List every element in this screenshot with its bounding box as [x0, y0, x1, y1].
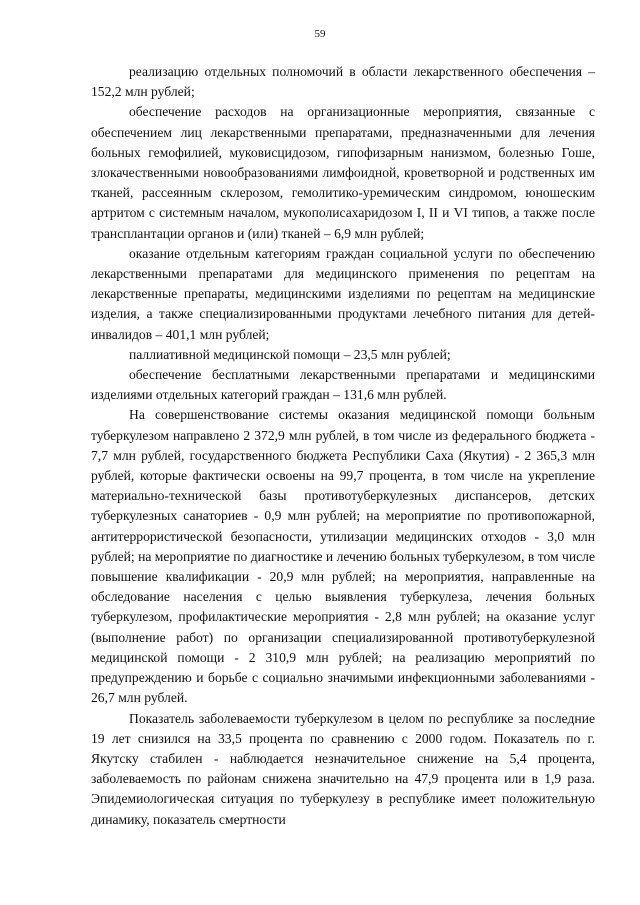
paragraph-social-service-provision: оказание отдельным категориям граждан социальной услуги по обеспечению лекарственными препаратами для медицинского применения по рецептам на лекарственные препараты, медицинскими изделиями по рецептам на медицинские изделия, а также специализированными продуктами лечебного питания для детей-инвалидов – 401,1 млн рублей;: [91, 245, 595, 342]
page-number: 59: [314, 28, 326, 40]
paragraph-free-medicines: обеспечение бесплатными лекарственными препаратами и медицинскими изделиями отдельных категорий граждан – 131,6 млн рублей.: [91, 367, 595, 403]
paragraph-tuberculosis-incidence: Показатель заболеваемости туберкулезом в целом по республике за последние 19 лет снизился на 33,5 процента по сравнению с 2000 годом. Показатель по г. Якутску стабилен - наблюдается незначительное снижение на 5,4 процента, заболеваемость по районам снижена значительно на 47,9 процента или в 1,9 раза. Эпидемиологическая ситуация по туберкулезу в республике имеет положительную динамику, показатель смертности: [91, 710, 595, 827]
document-body: [91, 62, 595, 830]
paragraph-palliative-care: паллиативной медицинской помощи – 23,5 млн рублей;: [129, 346, 451, 362]
paragraph-drug-provision-powers: реализацию отдельных полномочий в области лекарственного обеспечения – 152,2 млн рублей;: [91, 64, 595, 100]
paragraph-organizational-expenses: обеспечение расходов на организационные мероприятия, связанные с обеспечением лиц лекарственными препаратами, предназначенными для лечения больных гемофилией, муковисцидозом, гипофизарным нанизмом, болезнью Гоше, злокачественными новообразованиями лимфоидной, кроветворной и родственных им тканей, рассеянным склерозом, гемолитико-уремическим синдромом, юношеским артритом с системным началом, мукополисахаридозом I, II и VI типов, а также после трансплантации органов и (или) тканей – 6,9 млн рублей;: [91, 104, 595, 241]
paragraph-tuberculosis-funding: На совершенствование системы оказания медицинской помощи больным туберкулезом направлено 2 372,9 млн рублей, в том числе из федерального бюджета - 7,7 млн рублей, государственного бюджета Республики Саха (Якутия) - 2 365,3 млн рублей, которые фактически освоены на 99,7 процента, в том числе на укрепление материально-технической базы противотуберкулезных диспансеров, детских туберкулезных санаториев - 0,9 млн рублей; на мероприятие по противопожарной, антитеррористической безопасности, утилизации медицинских отходов - 3,0 млн рублей; на мероприятие по диагностике и лечению больных туберкулезом, в том числе повышение квалификации - 20,9 млн рублей; на мероприятия, направленные на обследование населения с целью выявления туберкулеза, лечения больных туберкулезом, профилактические мероприятия - 2,8 млн рублей; на оказание услуг (выполнение работ) по организации специализированной противотуберкулезной медицинской помощи - 2 310,9 млн рублей; на реализацию мероприятий по предупреждению и борьбе с социально значимыми инфекционными заболеваниями - 26,7 млн рублей.: [91, 407, 595, 706]
